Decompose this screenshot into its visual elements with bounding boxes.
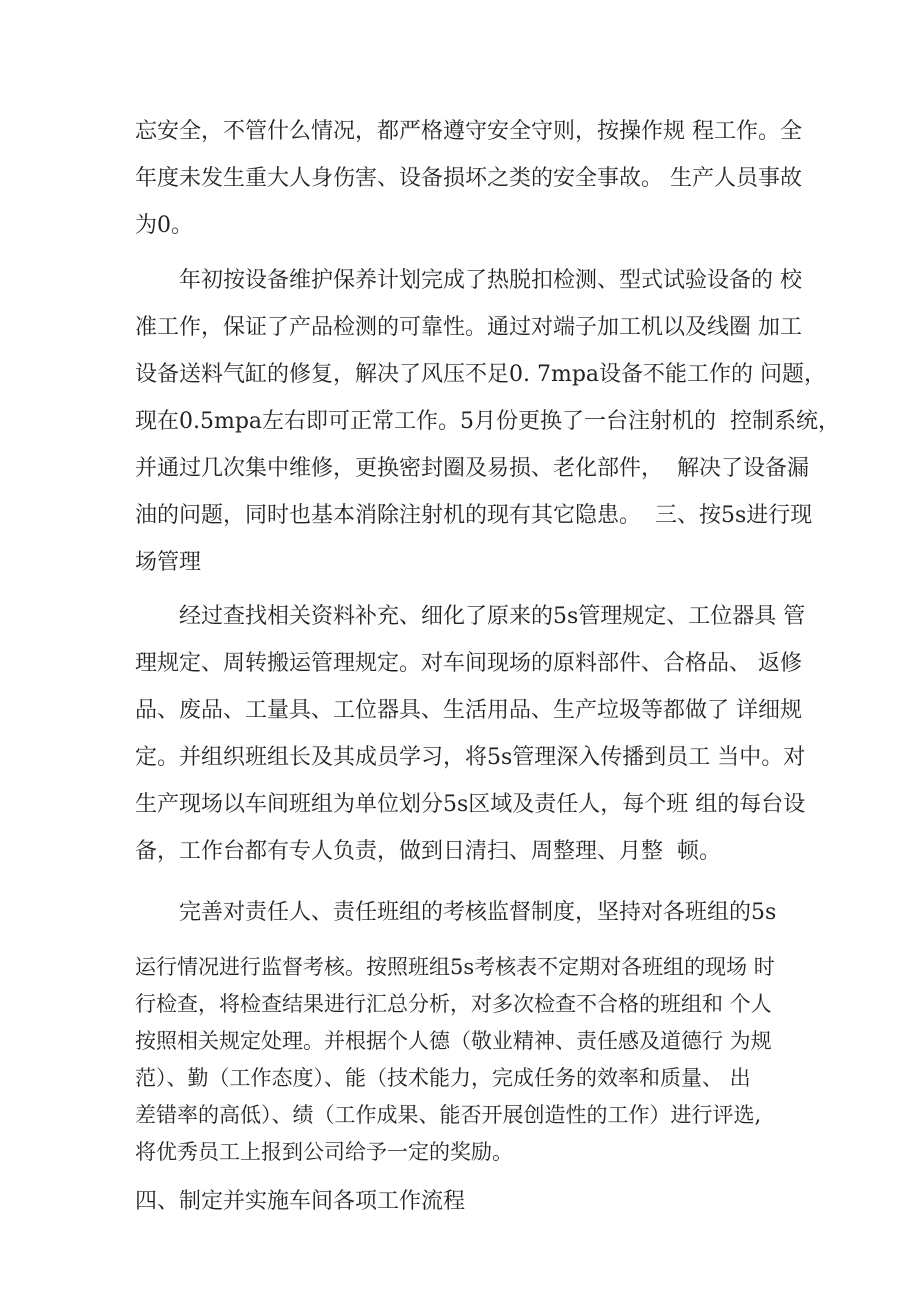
text-line: 理规定、周转搬运管理规定。对车间现场的原料部件、合格品、 返修: [135, 651, 802, 676]
text-line: 油的问题，同时也基本消除注射机的现有其它隐患。 三、按5s进行现: [135, 503, 813, 528]
text-line: 场管理: [135, 550, 202, 575]
text-line: 定。并组织班组长及其成员学习，将5s管理深入传播到员工 当中。对: [135, 745, 806, 770]
text-line: 范）、勤（工作态度）、能（技术能力，完成任务的效率和质量、 出: [135, 1066, 751, 1090]
text-line: 完善对责任人、责任班组的考核监督制度，坚持对各班组的5s: [179, 900, 777, 925]
text-line: 备，工作台都有专人负责，做到日清扫、周整理、月整 顿。: [135, 839, 721, 864]
text-line: 为0。: [135, 213, 193, 238]
text-line: 设备送料气缸的修复，解决了风压不足0. 7mpa设备不能工作的 问题，: [135, 362, 827, 387]
text-line: 按照相关规定处理。并根据个人德（敬业精神、责任感及道德行 为规: [135, 1029, 772, 1053]
text-line: 运行情况进行监督考核。按照班组5s考核表不定期对各班组的现场 时: [135, 955, 775, 979]
text-line: 经过查找相关资料补充、细化了原来的5s管理规定、工位器具 管: [179, 604, 806, 629]
text-line: 行检查，将检查结果进行汇总分析，对多次检查不合格的班组和 个人: [135, 992, 772, 1016]
text-line: 将优秀员工上报到公司给予一定的奖励。: [135, 1140, 513, 1164]
section-heading: 四、制定并实施车间各项工作流程: [135, 1189, 466, 1214]
text-line: 品、废品、工量具、工位器具、生活用品、生产垃圾等都做了 详细规: [135, 698, 802, 723]
text-line: 生产现场以车间班组为单位划分5s区域及责任人，每个班 组的每台设: [135, 792, 806, 817]
text-line: 并通过几次集中维修，更换密封圈及易损、老化部件， 解决了设备漏: [135, 456, 809, 481]
text-line: 差错率的高低）、绩（工作成果、能否开展创造性的工作）进行评选,: [135, 1103, 762, 1127]
text-line: 年初按设备维护保养计划完成了热脱扣检测、型式试验设备的 校: [179, 268, 802, 293]
text-line: 现在0.5mpa左右即可正常工作。5月份更换了一台注射机的 控制系统，: [135, 409, 841, 434]
text-line: 忘安全，不管什么情况，都严格遵守安全守则，按操作规 程工作。全: [135, 119, 802, 144]
text-line: 年度未发生重大人身伤害、设备损坏之类的安全事故。 生产人员事故: [135, 166, 802, 191]
text-line: 准工作，保证了产品检测的可靠性。通过对端子加工机以及线圈 加工: [135, 315, 802, 340]
